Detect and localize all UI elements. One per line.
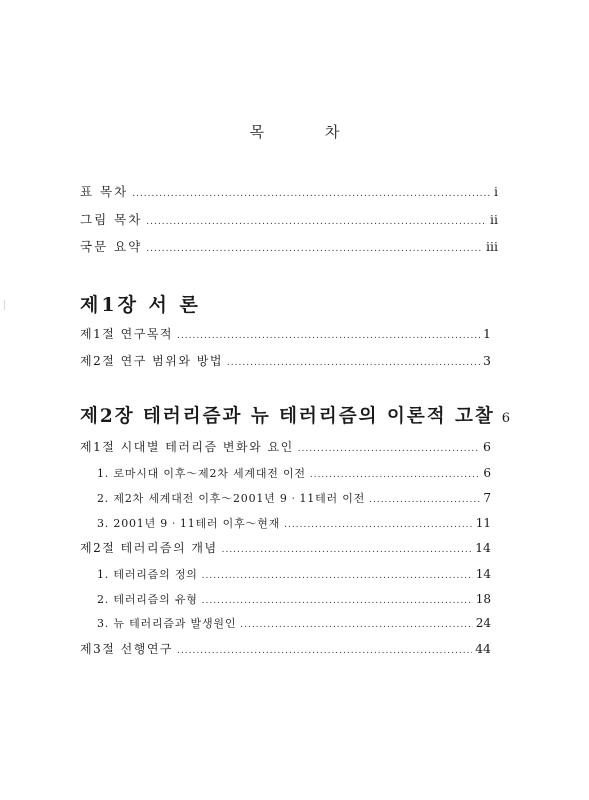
toc-entry-ch1-sec1[interactable] bbox=[80, 325, 491, 342]
dot-leader bbox=[132, 189, 491, 199]
entry-page-number: 24 bbox=[475, 616, 491, 630]
entry-page-number: 3 bbox=[483, 353, 491, 368]
dot-leader bbox=[310, 470, 481, 480]
chapter-2-heading[interactable] bbox=[80, 402, 511, 428]
entry-label: 1. 테러리즘의 정의 bbox=[97, 568, 198, 581]
toc-entry-ch2-sec1-item1[interactable] bbox=[97, 465, 491, 481]
entry-label: 표 목차 bbox=[80, 184, 129, 199]
toc-entry-ch1-sec2[interactable] bbox=[80, 352, 491, 369]
dot-leader bbox=[177, 331, 480, 341]
entry-page-number: 6 bbox=[483, 466, 491, 480]
entry-page-number: 44 bbox=[475, 641, 491, 656]
dot-leader bbox=[240, 620, 472, 630]
dot-leader bbox=[222, 545, 473, 555]
entry-page-number: 6 bbox=[501, 411, 511, 426]
chapter-1-heading[interactable]: 제1장 서 론 bbox=[80, 294, 201, 316]
chapter-title: 제2장 테러리즘과 뉴 테러리즘의 이론적 고찰 bbox=[80, 406, 495, 427]
entry-label: 제1절 시대별 테러리즘 변화와 요인 bbox=[80, 440, 294, 454]
entry-label: 그림 목차 bbox=[80, 212, 143, 227]
dot-leader bbox=[298, 444, 480, 454]
dot-leader bbox=[202, 571, 473, 581]
entry-page-number: iii bbox=[486, 239, 498, 254]
entry-page-number: 1 bbox=[483, 326, 491, 341]
toc-entry-korean-abstract[interactable] bbox=[80, 237, 498, 255]
dot-leader bbox=[284, 520, 473, 530]
entry-page-number: i bbox=[494, 184, 498, 199]
toc-entry-ch2-sec3[interactable] bbox=[80, 640, 491, 657]
toc-entry-table-list[interactable] bbox=[80, 182, 498, 200]
dot-leader bbox=[227, 358, 480, 368]
toc-title: 목 차 bbox=[249, 123, 368, 141]
toc-entry-ch2-sec2-item2[interactable] bbox=[97, 591, 491, 607]
toc-entry-ch2-sec1[interactable] bbox=[80, 438, 491, 455]
entry-label: 제2절 연구 범위와 방법 bbox=[80, 354, 223, 368]
entry-label: 3. 뉴 테러리즘과 발생원인 bbox=[97, 617, 237, 630]
entry-label: 제3절 선행연구 bbox=[80, 642, 174, 656]
entry-page-number: 7 bbox=[483, 491, 491, 505]
toc-entry-ch2-sec2-item1[interactable] bbox=[97, 566, 491, 582]
entry-page-number: ii bbox=[490, 212, 498, 227]
entry-label: 2. 테러리즘의 유형 bbox=[97, 593, 198, 606]
entry-label: 3. 2001년 9‧11테러 이후～현재 bbox=[97, 517, 281, 530]
toc-entry-ch2-sec1-item2[interactable] bbox=[97, 490, 491, 506]
entry-label: 1. 로마시대 이후～제2차 세계대전 이전 bbox=[97, 467, 306, 480]
toc-entry-ch2-sec1-item3[interactable] bbox=[97, 515, 491, 531]
dot-leader bbox=[202, 596, 473, 606]
entry-label: 2. 제2차 세계대전 이후～2001년 9‧11테러 이전 bbox=[97, 492, 366, 505]
toc-entry-ch2-sec2[interactable] bbox=[80, 539, 491, 556]
entry-label: 제2절 테러리즘의 개념 bbox=[80, 541, 218, 555]
toc-entry-figure-list[interactable] bbox=[80, 210, 498, 228]
entry-label: 제1절 연구목적 bbox=[80, 327, 174, 341]
dot-leader bbox=[369, 495, 480, 505]
entry-page-number: 6 bbox=[483, 439, 491, 454]
entry-page-number: 14 bbox=[475, 540, 491, 555]
left-margin-mark bbox=[4, 300, 5, 310]
toc-entry-ch2-sec2-item3[interactable] bbox=[97, 615, 491, 631]
dot-leader bbox=[146, 244, 483, 254]
dot-leader bbox=[177, 646, 472, 656]
entry-label: 국문 요약 bbox=[80, 239, 143, 254]
entry-page-number: 11 bbox=[475, 516, 491, 530]
entry-page-number: 14 bbox=[475, 567, 491, 581]
entry-page-number: 18 bbox=[475, 592, 491, 606]
dot-leader bbox=[146, 217, 487, 227]
